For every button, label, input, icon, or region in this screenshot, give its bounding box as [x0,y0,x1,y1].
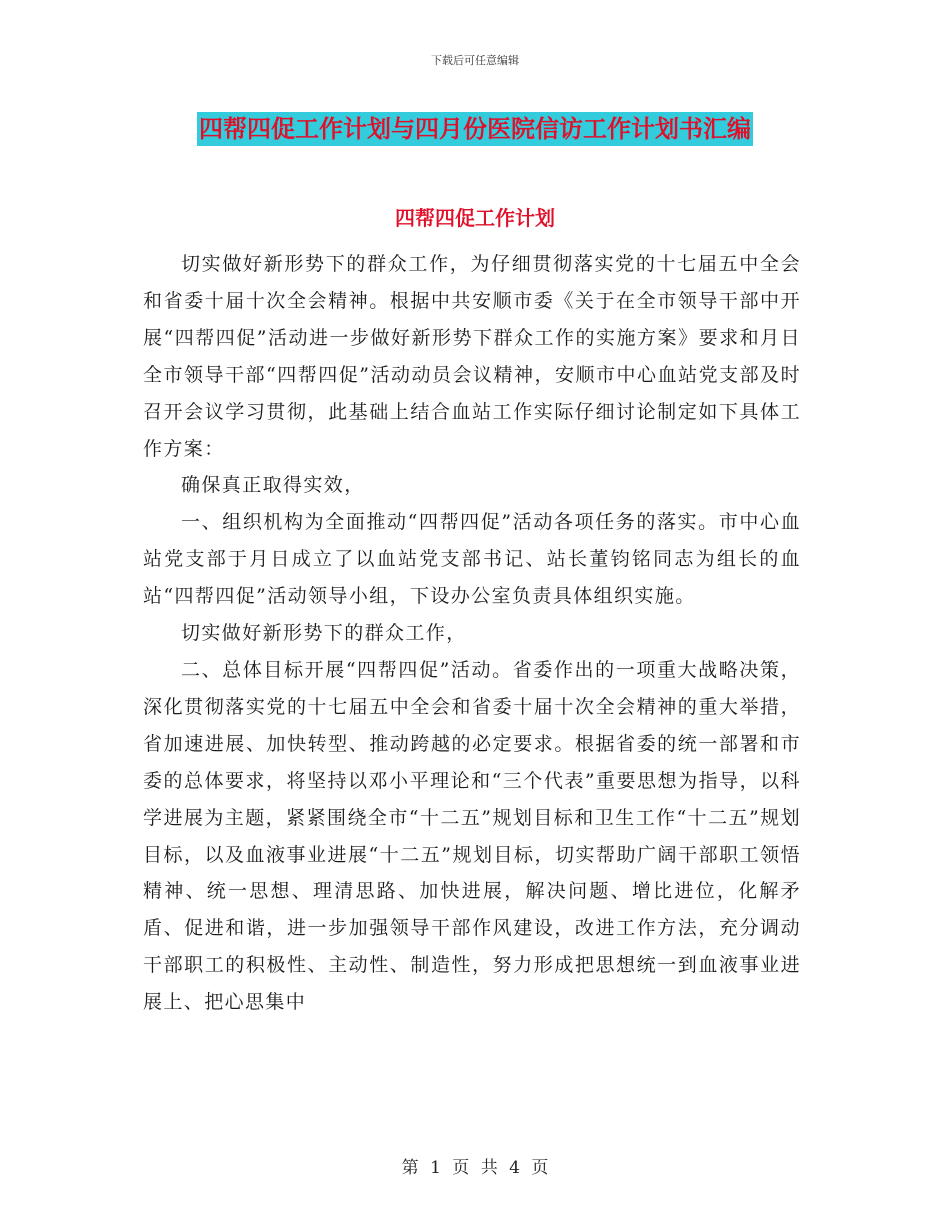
paragraph: 二、总体目标开展“四帮四促”活动。省委作出的一项重大战略决策，深化贯彻落实党的十七届五中全会和省委十届十次全会精神的重大举措，省加速进展、加快转型、推动跨越的必定要求。根据省委的统一部署和市委的总体要求，将坚持以邓小平理论和“三个代表”重要思想为指导，以科学进展为主题，紧紧围绕全市“十二五”规划目标和卫生工作“十二五”规划目标，以及血液事业进展“十二五”规划目标，切实帮助广阔干部职工领悟精神、统一思想、理清思路、加快进展，解决问题、增比进位，化解矛盾、促进和谐，进一步加强领导干部作风建设，改进工作方法，充分调动干部职工的积极性、主动性、制造性，努力形成把思想统一到血液事业进展上、把心思集中 [143,658,801,1014]
body-text [143,246,801,1021]
document-title-container [0,112,950,146]
paragraph: 一、组织机构为全面推动“四帮四促”活动各项任务的落实。市中心血站党支部于月日成立了以血站党支部书记、站长董钧铭同志为组长的血站“四帮四促”活动领导小组，下设办公室负责具体组织实施。 [143,511,801,608]
paragraph: 切实做好新形势下的群众工作，为仔细贯彻落实党的十七届五中全会和省委十届十次全会精神。根据中共安顺市委《关于在全市领导干部中开展“四帮四促”活动进一步做好新形势下群众工作的实施方案》要求和月日全市领导干部“四帮四促”活动动员会议精神，安顺市中心血站党支部及时召开会议学习贯彻，此基础上结合血站工作实际仔细讨论制定如下具体工作方案： [143,253,801,460]
page-footer: 第 1 页 共 4 页 [401,1158,549,1178]
paragraph: 切实做好新形势下的群众工作， [181,622,467,645]
paragraph: 确保真正取得实效， [181,474,365,497]
header-note: 下载后可任意编辑 [431,54,519,67]
document-title: 四帮四促工作计划与四月份医院信访工作计划书汇编 [197,112,753,146]
section-title: 四帮四促工作计划 [395,206,555,230]
